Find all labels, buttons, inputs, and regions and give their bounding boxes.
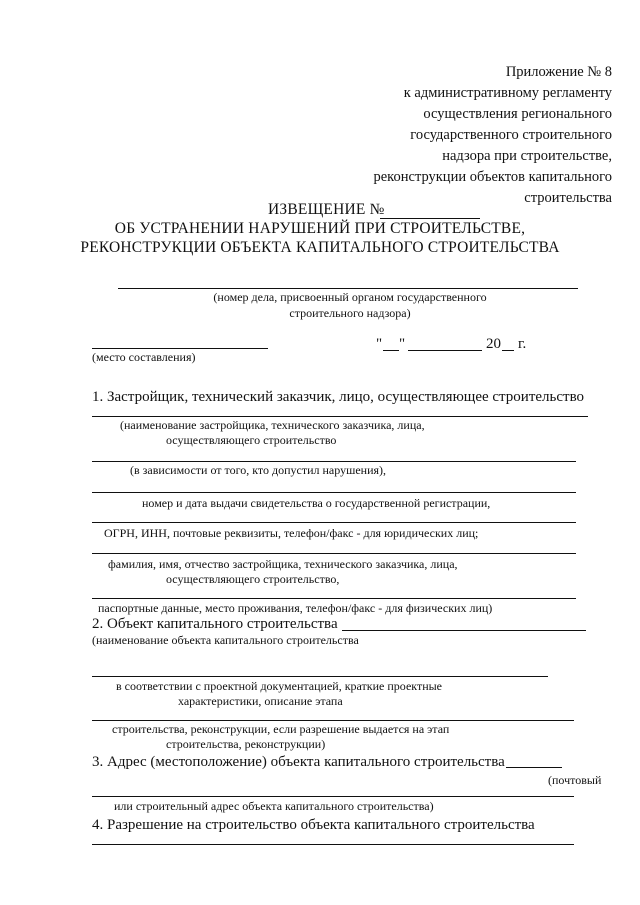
section1-field-3[interactable] [92, 492, 576, 493]
section1-hint: (наименование застройщика, технического заказчика, лица, [120, 418, 425, 432]
case-number-hint-2: строительного надзора) [289, 306, 411, 320]
section3-heading: 3. Адрес (местоположение) объекта капитального строительства [92, 754, 505, 770]
section1-field-6[interactable] [92, 598, 576, 599]
section4-heading: 4. Разрешение на строительство объекта капитального строительства [92, 817, 535, 833]
section3-field-2[interactable] [92, 796, 574, 797]
section1-field-4[interactable] [92, 522, 576, 523]
notice-title-number: ИЗВЕЩЕНИЕ № [268, 201, 385, 218]
section2-field-2[interactable] [92, 676, 548, 677]
appendix-line: реконструкции объектов капитального [373, 169, 612, 185]
section3-hint: или строительный адрес объекта капитального строительства) [114, 799, 434, 813]
section3-hint: (почтовый [548, 773, 602, 787]
date-quote-open: " [376, 336, 383, 352]
appendix-line: государственного строительного [410, 127, 612, 143]
date-year-prefix: 20 [486, 336, 501, 352]
place-hint: (место составления) [92, 350, 196, 364]
date-day-field[interactable] [383, 350, 399, 351]
section1-hint: (в зависимости от того, кто допустил нарушения), [130, 463, 387, 477]
section1-hint: паспортные данные, место проживания, телефон/факс - для физических лиц) [98, 601, 493, 615]
section2-hint: строительства, реконструкции, если разрешение выдается на этап [112, 722, 450, 736]
section2-hint: в соответствии с проектной документацией, краткие проектные [116, 679, 442, 693]
section2-field-1[interactable] [342, 630, 586, 631]
appendix-line: Приложение № 8 [505, 64, 612, 80]
appendix-line: к административному регламенту [403, 85, 612, 101]
section2-hint: (наименование объекта капитального строительства [92, 633, 359, 647]
section1-hint: номер и дата выдачи свидетельства о государственной регистрации, [142, 496, 491, 510]
date-quote-close: " [399, 336, 406, 352]
section1-field-5[interactable] [92, 553, 576, 554]
section2-hint: строительства, реконструкции) [166, 737, 326, 751]
date-year-suffix: г. [518, 336, 527, 352]
section4-field-1[interactable] [92, 844, 574, 845]
appendix-line: надзора при строительстве, [442, 148, 612, 164]
appendix-line: осуществления регионального [423, 106, 612, 122]
appendix-header [292, 62, 612, 209]
section1-heading: 1. Застройщик, технический заказчик, лицо, осуществляющее строительство [92, 389, 585, 405]
case-number-hint-1: (номер дела, присвоенный органом государственного [213, 290, 487, 304]
date-year-field[interactable] [502, 350, 514, 351]
date-month-field[interactable] [408, 350, 482, 351]
section3-field-1[interactable] [506, 767, 562, 768]
section1-hint: фамилия, имя, отчество застройщика, технического заказчика, лица, [108, 557, 458, 571]
appendix-line: строительства [524, 190, 612, 206]
section1-hint: осуществляющего строительство [166, 433, 337, 447]
section1-hint: осуществляющего строительство, [166, 572, 340, 586]
section2-hint: характеристики, описание этапа [178, 694, 343, 708]
section2-heading: 2. Объект капитального строительства [92, 616, 338, 632]
section1-hint: ОГРН, ИНН, почтовые реквизиты, телефон/факс - для юридических лиц; [104, 526, 479, 540]
notice-title-line3: РЕКОНСТРУКЦИИ ОБЪЕКТА КАПИТАЛЬНОГО СТРОИТЕЛЬСТВА [80, 239, 560, 256]
notice-title-line2: ОБ УСТРАНЕНИИ НАРУШЕНИЙ ПРИ СТРОИТЕЛЬСТВЕ, [114, 220, 526, 237]
